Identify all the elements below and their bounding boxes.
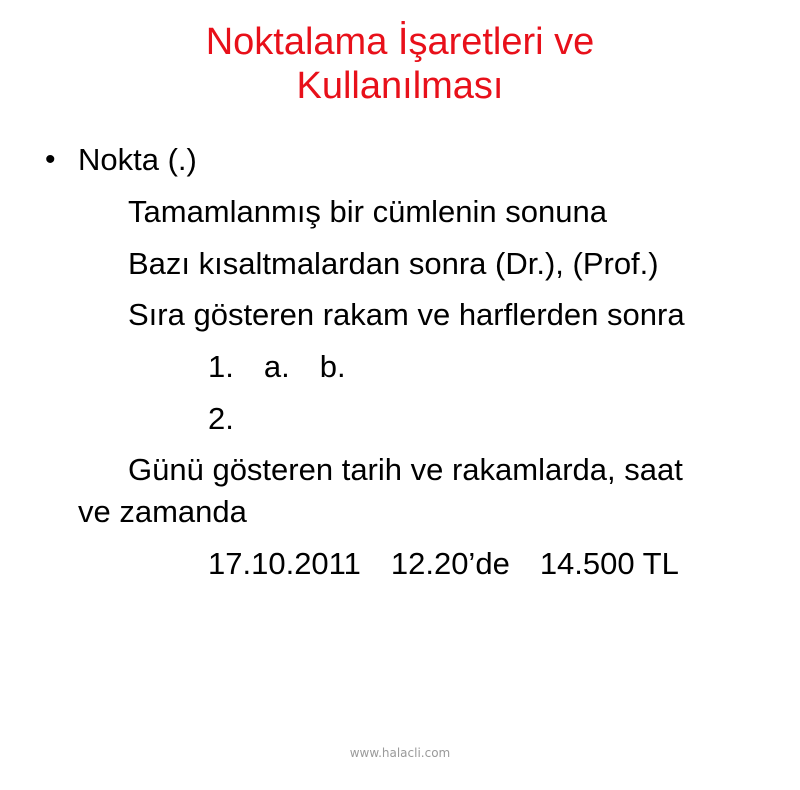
ordinal-example-1 bbox=[208, 349, 346, 385]
ordinal-example-letter-b: b. bbox=[319, 349, 346, 384]
bullet-heading: Nokta (.) bbox=[78, 142, 197, 177]
date-examples bbox=[208, 546, 679, 582]
watermark: www.halacli.com bbox=[349, 746, 451, 760]
bullet-heading-row bbox=[45, 142, 197, 178]
slide-title-line-2: Kullanılması bbox=[296, 65, 504, 107]
rule-dates-line-2: ve zamanda bbox=[78, 494, 247, 529]
rule-ordinals: Sıra gösteren rakam ve harflerden sonra bbox=[128, 297, 685, 332]
rule-complete-sentence: Tamamlanmış bir cümlenin sonuna bbox=[128, 194, 607, 229]
ordinal-example-number: 1. bbox=[208, 349, 234, 384]
rule-dates-line-1: Günü gösteren tarih ve rakamlarda, saat bbox=[128, 452, 683, 487]
slide-title bbox=[0, 20, 800, 108]
slide-title-line-1: Noktalama İşaretleri ve bbox=[205, 21, 595, 63]
ordinal-example-letter-a: a. bbox=[263, 349, 290, 384]
time-example: 12.20’de bbox=[390, 546, 510, 581]
date-example: 17.10.2011 bbox=[208, 546, 361, 581]
bullet-dot-icon: • bbox=[45, 143, 56, 176]
rule-abbreviations: Bazı kısaltmalardan sonra (Dr.), (Prof.) bbox=[128, 246, 659, 281]
ordinal-example-2: 2. bbox=[208, 401, 234, 436]
amount-example: 14.500 TL bbox=[539, 546, 679, 581]
